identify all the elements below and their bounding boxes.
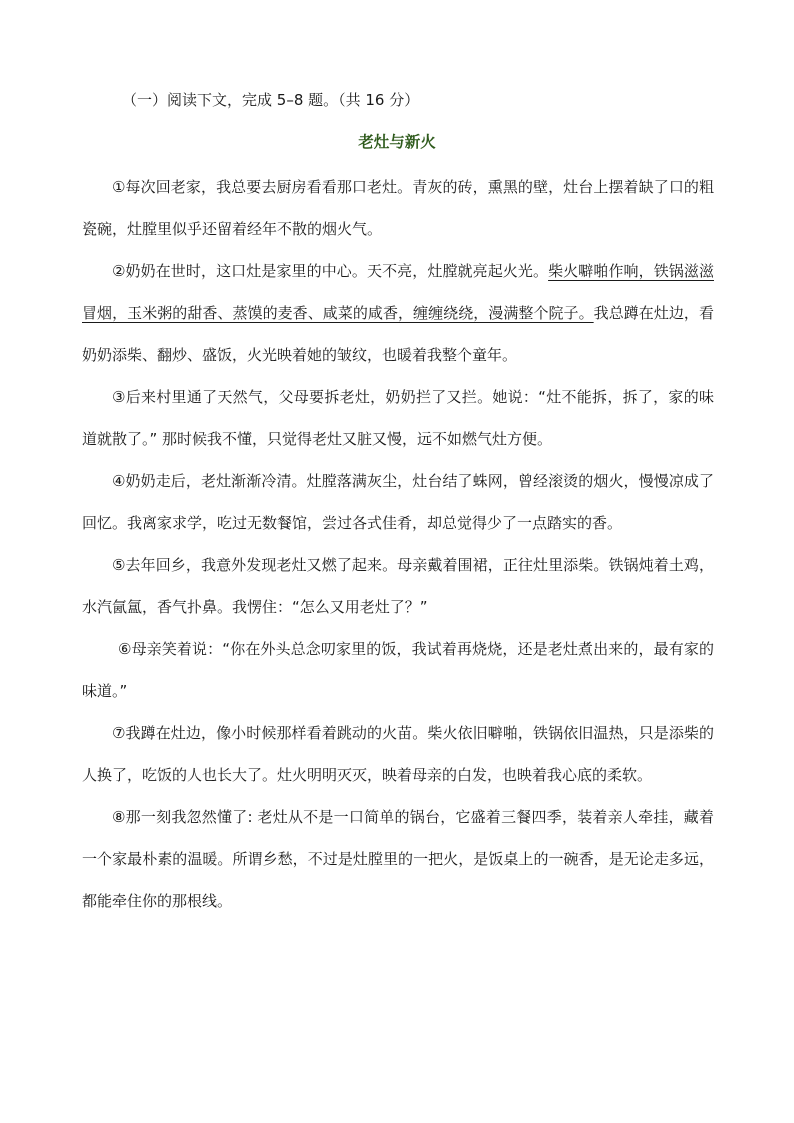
article-title: 老灶与新火 (358, 133, 436, 151)
article-body (82, 166, 714, 922)
paragraph-1: ①每次回老家，我总要去厨房看看那口老灶。青灰的砖，熏黑的壁，灶台上摆着缺了口的粗瓷碗，灶膛里似乎还留着经年不散的烟火气。 (82, 178, 714, 238)
paragraph-2-text-before: ②奶奶在世时，这口灶是家里的中心。天不亮，灶膛就亮起火光。 (112, 262, 549, 280)
paragraph-6: ⑥母亲笑着说：“你在外头总念叨家里的饭，我试着再烧烧，还是老灶煮出来的，最有家的味道。” (82, 640, 714, 700)
paragraph-2-underlined-sentence: 柴火噼啪作响，铁锅滋滋冒烟，玉米粥的甜香、蒸馍的麦香、咸菜的咸香，缠缠绕绕，漫满整个院子。 (82, 262, 714, 322)
paragraph-3: ③后来村里通了天然气，父母要拆老灶，奶奶拦了又拦。她说：“灶不能拆，拆了，家的味道就散了。” 那时候我不懂，只觉得老灶又脏又慢，远不如燃气灶方便。 (82, 388, 714, 448)
paragraph-4: ④奶奶走后，老灶渐渐冷清。灶膛落满灰尘，灶台结了蛛网，曾经滚烫的烟火，慢慢凉成了回忆。我离家求学，吃过无数餐馆，尝过各式佳肴，却总觉得少了一点踏实的香。 (82, 472, 714, 532)
paragraph-5: ⑤去年回乡，我意外发现老灶又燃了起来。母亲戴着围裙，正往灶里添柴。铁锅炖着土鸡，水汽氤氲，香气扑鼻。我愣住：“怎么又用老灶了？” (82, 556, 714, 616)
paragraph-7: ⑦我蹲在灶边，像小时候那样看着跳动的火苗。柴火依旧噼啪，铁锅依旧温热，只是添柴的人换了，吃饭的人也长大了。灶火明明灭灭，映着母亲的白发，也映着我心底的柔软。 (82, 724, 714, 784)
question-instruction: （一）阅读下文，完成 5–8 题。（共 16 分） (122, 91, 420, 109)
paragraph-2-text-after: 我总蹲在灶边，看奶奶添柴、翻炒、盛饭，火光映着她的皱纹，也暖着我整个童年。 (82, 304, 714, 364)
paragraph-2 (82, 250, 714, 376)
paragraph-8: ⑧那一刻我忽然懂了: 老灶从不是一口简单的锅台，它盛着三餐四季，装着亲人牵挂，藏着一个家最朴素的温暖。所谓乡愁，不过是灶膛里的一把火，是饭桌上的一碗香，是无论走多远，都能牵住你的那根线。 (82, 808, 714, 910)
